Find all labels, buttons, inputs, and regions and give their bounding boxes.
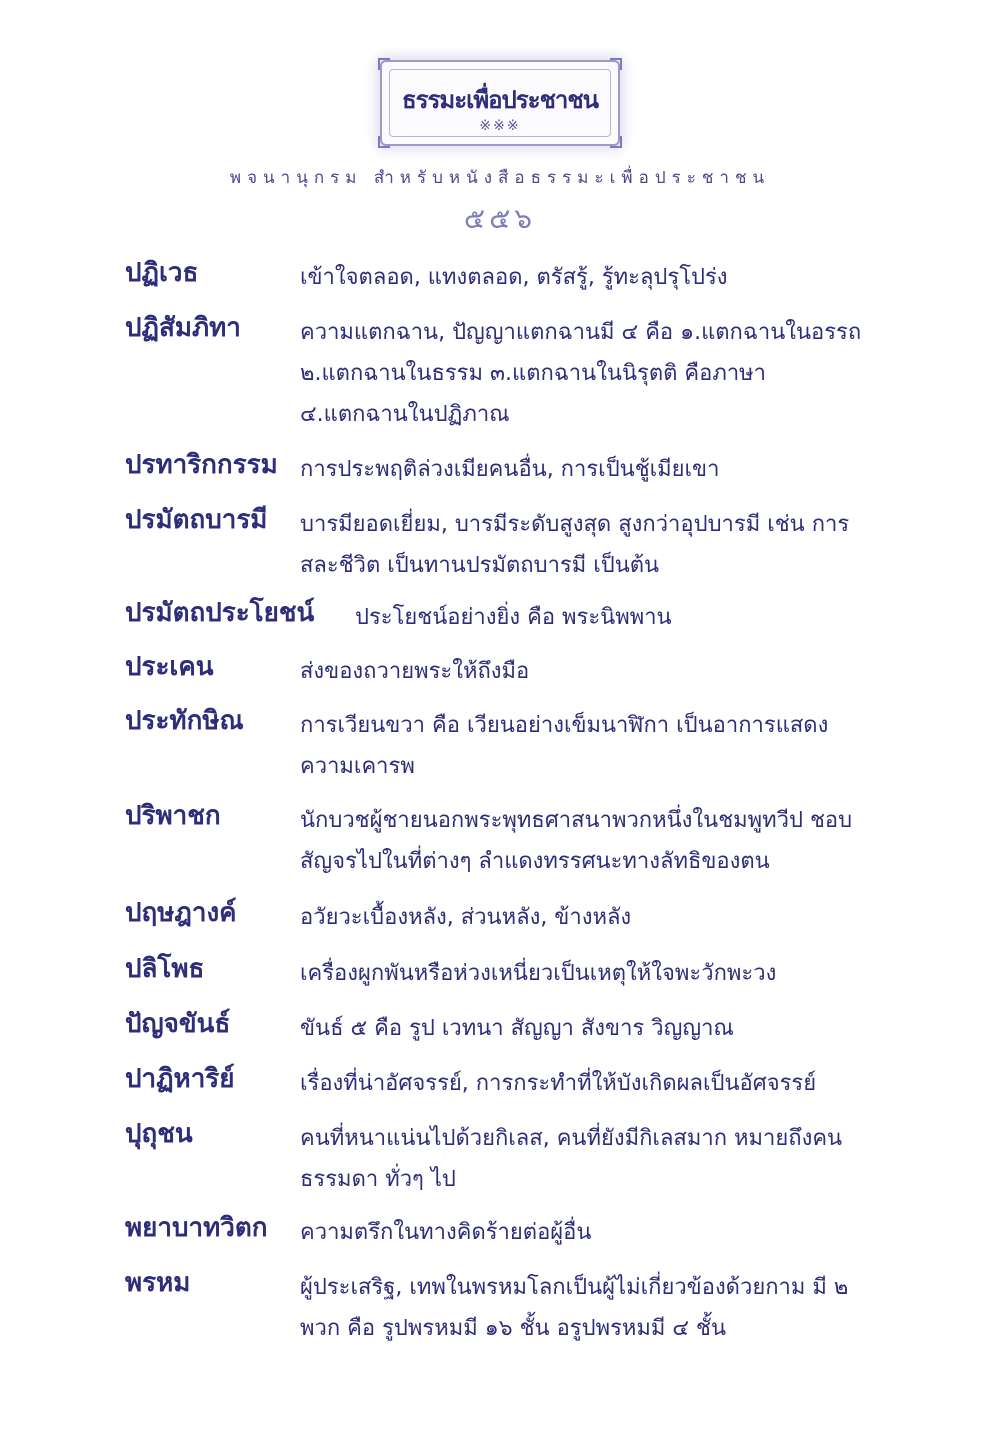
frame-corner <box>378 136 390 148</box>
frame-corner <box>610 136 622 148</box>
page-subtitle: พจนานุกรม สำหรับหนังสือธรรมะเพื่อประชาชน <box>229 168 771 188</box>
entry-term: ปรทาริกกรรม <box>125 450 278 480</box>
page-number: ๕๕๖ <box>463 202 537 235</box>
entry-term: ปรมัตถประโยชน์ <box>125 598 315 628</box>
entry-term: ปฏิเวธ <box>125 258 199 288</box>
entry-definition: นักบวชผู้ชายนอกพระพุทธศาสนาพวกหนึ่งในชมพูทวีป ชอบสัญจรไปในที่ต่างๆ ลำแดงทรรศนะทางลัทธิของตน <box>300 808 853 874</box>
entry-term: ปฤษฎางค์ <box>125 898 237 928</box>
frame-corner <box>378 58 390 70</box>
entry-definition: ประโยชน์อย่างยิ่ง คือ พระนิพพาน <box>355 605 672 630</box>
entry-definition: ส่งของถวายพระให้ถึงมือ <box>300 659 530 684</box>
logo-text: ธรรมะเพื่อประชาชน <box>401 86 599 114</box>
entry-definition: การประพฤติล่วงเมียคนอื่น, การเป็นชู้เมียเขา <box>300 457 720 482</box>
entry-definition: อวัยวะเบื้องหลัง, ส่วนหลัง, ข้างหลัง <box>300 905 632 930</box>
logo-ornament-icon: ※※※ <box>479 118 521 134</box>
entry-term: พรหม <box>125 1268 191 1298</box>
book-logo <box>380 60 620 146</box>
entry-definition: คนที่หนาแน่นไปด้วยกิเลส, คนที่ยังมีกิเลสมาก หมายถึงคนธรรมดา ทั่วๆ ไป <box>300 1126 843 1192</box>
entry-term: ปาฏิหาริย์ <box>125 1064 235 1094</box>
entry-definition: การเวียนขวา คือ เวียนอย่างเข็มนาฬิกา เป็นอาการแสดงความเคารพ <box>300 713 829 779</box>
entry-term: ประทักษิณ <box>125 706 244 736</box>
entry-term: ปลิโพธ <box>125 954 205 984</box>
entry-definition: ผู้ประเสริฐ, เทพในพรหมโลกเป็นผู้ไม่เกี่ยวข้องด้วยกาม มี ๒ พวก คือ รูปพรหมมี ๑๖ ชั้น อรูปพรหมมี ๔ ชั้น <box>300 1275 849 1341</box>
entry-term: ปฏิสัมภิทา <box>125 313 241 343</box>
entry-term: ปรมัตถบารมี <box>125 505 268 535</box>
entry-definition: บารมียอดเยี่ยม, บารมีระดับสูงสุด สูงกว่าอุปบารมี เช่น การสละชีวิต เป็นทานปรมัตถบารมี เป็นต้น <box>300 512 850 578</box>
entry-term: ปุถุชน <box>125 1119 193 1149</box>
entry-definition: เรื่องที่น่าอัศจรรย์, การกระทำที่ให้บังเกิดผลเป็นอัศจรรย์ <box>300 1071 817 1096</box>
entry-term: ประเคน <box>125 652 214 682</box>
frame-corner <box>610 58 622 70</box>
page-header <box>0 60 1000 241</box>
entry-definition: ความตรึกในทางคิดร้ายต่อผู้อื่น <box>300 1220 592 1245</box>
entry-definition: ขันธ์ ๕ คือ รูป เวทนา สัญญา สังขาร วิญญาณ <box>300 1016 734 1041</box>
entry-term: ปริพาชก <box>125 801 221 831</box>
logo-frame <box>380 60 620 146</box>
entry-term: พยาบาทวิตก <box>125 1213 268 1243</box>
entry-definition: เครื่องผูกพันหรือห่วงเหนี่ยวเป็นเหตุให้ใจพะวักพะวง <box>300 961 777 986</box>
entry-definition: ความแตกฉาน, ปัญญาแตกฉานมี ๔ คือ ๑.แตกฉานในอรรถ ๒.แตกฉานในธรรม ๓.แตกฉานในนิรุตติ คือภาษา ๔.แตกฉานในปฏิภาณ <box>300 320 862 427</box>
entry-definition: เข้าใจตลอด, แทงตลอด, ตรัสรู้, รู้ทะลุปรุโปร่ง <box>300 265 728 290</box>
entry-term: ปัญจขันธ์ <box>125 1009 231 1039</box>
